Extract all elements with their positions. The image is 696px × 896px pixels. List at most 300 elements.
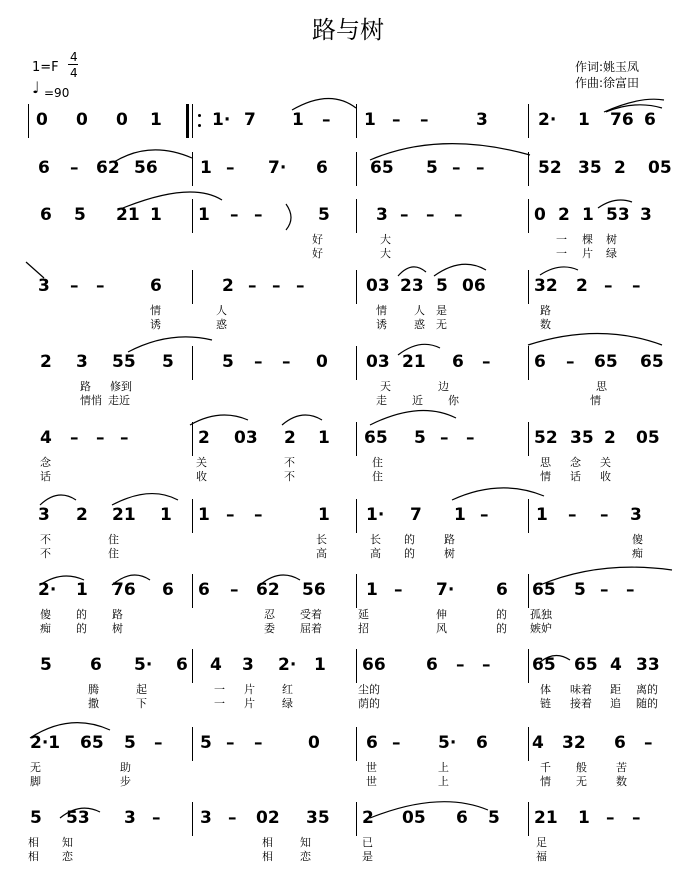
note: 1 xyxy=(318,505,330,525)
note: – xyxy=(392,110,401,130)
note: 03 xyxy=(366,276,390,296)
note: 3 xyxy=(376,205,388,225)
note: – xyxy=(400,205,409,225)
note: – xyxy=(394,580,403,600)
lyric-verse-1: 上 xyxy=(438,761,449,774)
note: 52 xyxy=(534,428,558,448)
note: 3 xyxy=(242,655,254,675)
repeat-dot xyxy=(198,124,201,127)
note: – xyxy=(254,352,263,372)
note: 56 xyxy=(302,580,326,600)
lyric-verse-1: 路 xyxy=(112,608,123,621)
note: – xyxy=(96,428,105,448)
lyric-verse-2: 的 xyxy=(496,622,507,635)
note: 1 xyxy=(364,110,376,130)
note: 6 xyxy=(38,158,50,178)
lyric-verse-1: 知 xyxy=(300,836,311,849)
note: 1· xyxy=(212,110,231,130)
note: 2 xyxy=(40,352,52,372)
note: 2 xyxy=(222,276,234,296)
lyric-verse-1: 人 xyxy=(216,304,227,317)
lyric-verse-1: 延 xyxy=(358,608,369,621)
lyric-verse-2: 收 xyxy=(196,470,207,483)
lyric-verse-2: 高 xyxy=(370,547,381,560)
lyric-verse-2: 接着 xyxy=(570,697,592,710)
lyric-verse-1: 大 xyxy=(380,233,391,246)
note: 52 xyxy=(538,158,562,178)
barline xyxy=(356,270,357,304)
note: – xyxy=(626,580,635,600)
note: 21 xyxy=(534,808,558,828)
note: – xyxy=(226,505,235,525)
lyric-verse-2: 惑 xyxy=(414,318,425,331)
note: 5 xyxy=(488,808,500,828)
lyric-verse-1: 知 xyxy=(62,836,73,849)
note: – xyxy=(120,428,129,448)
lyric-verse-2: 的 xyxy=(76,622,87,635)
note: 2 xyxy=(284,428,296,448)
lyric-verse-2: 恋 xyxy=(300,850,311,863)
note: 62 xyxy=(96,158,120,178)
note: – xyxy=(440,428,449,448)
lyric-verse-2: 痴 xyxy=(632,547,643,560)
note: – xyxy=(226,158,235,178)
lyric-verse-1: 般 xyxy=(576,761,587,774)
note: – xyxy=(480,505,489,525)
lyric-verse-2: 情 xyxy=(540,470,551,483)
lyric-verse-1: 忍 xyxy=(264,608,275,621)
note: 6 xyxy=(426,655,438,675)
lyric-verse-2: 诱 xyxy=(150,318,161,331)
note: 2 xyxy=(576,276,588,296)
note: 0 xyxy=(308,733,320,753)
lyric-verse-1: 体 xyxy=(540,683,551,696)
note: – xyxy=(568,505,577,525)
note: – xyxy=(70,428,79,448)
note: – xyxy=(96,276,105,296)
note: – xyxy=(254,733,263,753)
barline xyxy=(528,346,529,380)
lyric-verse-2: 走 xyxy=(376,394,387,407)
note: 65 xyxy=(80,733,104,753)
lyric-verse-1: 傻 xyxy=(40,608,51,621)
note: 0 xyxy=(316,352,328,372)
lyric-verse-1: 的 xyxy=(404,533,415,546)
note: 2 xyxy=(362,808,374,828)
barline xyxy=(356,104,357,138)
lyric-verse-1: 念 xyxy=(40,456,51,469)
note: 35 xyxy=(306,808,330,828)
time-signature-line xyxy=(68,64,78,65)
lyric-verse-2: 片 xyxy=(582,247,593,260)
note: – xyxy=(230,205,239,225)
lyric-verse-1: 天 xyxy=(380,380,391,393)
lyric-verse-2: 恋 xyxy=(62,850,73,863)
lyric-verse-1: 傻 xyxy=(632,533,643,546)
lyric-verse-1: 苦 xyxy=(616,761,627,774)
note: 5· xyxy=(438,733,457,753)
note: 3 xyxy=(200,808,212,828)
barline xyxy=(192,574,193,608)
note: 1 xyxy=(160,505,172,525)
note: 2 xyxy=(614,158,626,178)
note: – xyxy=(452,158,461,178)
note: 6 xyxy=(40,205,52,225)
note: 35 xyxy=(570,428,594,448)
lyric-verse-2: 数 xyxy=(616,775,627,788)
lyric-verse-2: 走近 xyxy=(108,394,130,407)
note: 76 xyxy=(610,110,634,130)
lyric-verse-2: 是 xyxy=(362,850,373,863)
note: 6 xyxy=(150,276,162,296)
note: 5 xyxy=(200,733,212,753)
note: 05 xyxy=(402,808,426,828)
lyric-verse-2: 无 xyxy=(576,775,587,788)
lyric-verse-2: 住 xyxy=(108,547,119,560)
note: 6 xyxy=(366,733,378,753)
barline xyxy=(356,649,357,683)
lyric-verse-2: 话 xyxy=(570,470,581,483)
note: 1 xyxy=(366,580,378,600)
lyric-verse-1: 长 xyxy=(370,533,381,546)
note: – xyxy=(322,110,331,130)
note: 5 xyxy=(222,352,234,372)
note: 2 xyxy=(604,428,616,448)
note: 3 xyxy=(640,205,652,225)
staff-row xyxy=(0,428,696,504)
note: 32 xyxy=(562,733,586,753)
lyric-verse-2: 住 xyxy=(372,470,383,483)
note: – xyxy=(420,110,429,130)
note: 03 xyxy=(366,352,390,372)
lyric-verse-1: 路 xyxy=(540,304,551,317)
lyric-verse-1: 已 xyxy=(362,836,373,849)
lyric-verse-2: 福 xyxy=(536,850,547,863)
staff-row xyxy=(0,580,696,656)
lyric-verse-2: 屈着 xyxy=(300,622,322,635)
note: 2· xyxy=(278,655,297,675)
note: 6 xyxy=(456,808,468,828)
note: 6 xyxy=(452,352,464,372)
lyric-verse-1: 尘的 xyxy=(358,683,380,696)
note: 65 xyxy=(370,158,394,178)
note: 66 xyxy=(362,655,386,675)
note: 0 xyxy=(36,110,48,130)
note: 3 xyxy=(630,505,642,525)
note: 5 xyxy=(40,655,52,675)
note: 1 xyxy=(314,655,326,675)
note: 3 xyxy=(38,276,50,296)
staff-row xyxy=(0,205,696,281)
note: – xyxy=(248,276,257,296)
barline xyxy=(356,499,357,533)
note: – xyxy=(272,276,281,296)
lyric-verse-1: 一 xyxy=(214,683,225,696)
note: 02 xyxy=(256,808,280,828)
note: – xyxy=(226,733,235,753)
note: 1 xyxy=(198,505,210,525)
note: – xyxy=(600,580,609,600)
note: 1 xyxy=(150,110,162,130)
note: 21 xyxy=(402,352,426,372)
lyric-verse-2: 惑 xyxy=(216,318,227,331)
note: 6 xyxy=(162,580,174,600)
lyric-verse-1: 不 xyxy=(40,533,51,546)
note: 1 xyxy=(578,110,590,130)
lyric-verse-2: 情 xyxy=(590,394,601,407)
lyric-verse-1: 世 xyxy=(366,761,377,774)
lyric-verse-1: 相 xyxy=(262,836,273,849)
lyric-verse-2: 一 xyxy=(556,247,567,260)
note: – xyxy=(70,276,79,296)
note: – xyxy=(456,655,465,675)
note: 5 xyxy=(74,205,86,225)
lyric-verse-1: 人 xyxy=(414,304,425,317)
note: 7· xyxy=(268,158,287,178)
note: – xyxy=(254,505,263,525)
note: 7 xyxy=(410,505,422,525)
note: 56 xyxy=(134,158,158,178)
lyric-verse-1: 片 xyxy=(244,683,255,696)
lyric-verse-1: 无 xyxy=(30,761,41,774)
lyric-verse-1: 离的 xyxy=(636,683,658,696)
note: – xyxy=(566,352,575,372)
staff-row xyxy=(0,505,696,581)
lyric-verse-2: 嫉妒 xyxy=(530,622,552,635)
lyric-verse-1: 住 xyxy=(108,533,119,546)
note: 1 xyxy=(292,110,304,130)
lyric-verse-2: 无 xyxy=(436,318,447,331)
note: 2 xyxy=(558,205,570,225)
note: – xyxy=(604,276,613,296)
lyric-verse-1: 距 xyxy=(610,683,621,696)
note: 7 xyxy=(244,110,256,130)
note: 06 xyxy=(462,276,486,296)
lyric-verse-1: 伸 xyxy=(436,608,447,621)
lyric-verse-1: 红 xyxy=(282,683,293,696)
lyric-verse-2: 脚 xyxy=(30,775,41,788)
lyric-verse-2: 的 xyxy=(404,547,415,560)
lyric-verse-2: 随的 xyxy=(636,697,658,710)
barline xyxy=(192,152,193,186)
lyric-verse-2: 绿 xyxy=(282,697,293,710)
note: 0 xyxy=(534,205,546,225)
lyric-verse-1: 一 xyxy=(556,233,567,246)
lyric-verse-1: 边 xyxy=(438,380,449,393)
note: 5 xyxy=(574,580,586,600)
lyric-verse-1: 的 xyxy=(76,608,87,621)
note: 1 xyxy=(200,158,212,178)
note: 62 xyxy=(256,580,280,600)
note: – xyxy=(230,580,239,600)
note: – xyxy=(254,205,263,225)
note: 65 xyxy=(574,655,598,675)
lyric-verse-2: 相 xyxy=(28,850,39,863)
note: 65 xyxy=(532,655,556,675)
note: 2 xyxy=(198,428,210,448)
note: 1 xyxy=(578,808,590,828)
note: – xyxy=(466,428,475,448)
lyric-verse-2: 下 xyxy=(136,697,147,710)
lyric-verse-1: 助 xyxy=(120,761,131,774)
note: 4 xyxy=(532,733,544,753)
note: 5· xyxy=(134,655,153,675)
song-title: 路与树 xyxy=(312,16,384,44)
note: – xyxy=(228,808,237,828)
note: 05 xyxy=(636,428,660,448)
note: 65 xyxy=(640,352,664,372)
note: 05 xyxy=(648,158,672,178)
tempo-marking: =90 xyxy=(44,86,70,100)
lyric-verse-2: 你 xyxy=(448,394,459,407)
note: – xyxy=(482,352,491,372)
barline xyxy=(528,422,529,456)
lyric-verse-2: 步 xyxy=(120,775,131,788)
note: 53 xyxy=(606,205,630,225)
note: – xyxy=(426,205,435,225)
barline xyxy=(528,270,529,304)
lyric-verse-1: 修到 xyxy=(110,380,132,393)
note: 0 xyxy=(76,110,88,130)
note: 2·1 xyxy=(30,733,61,753)
note: 35 xyxy=(578,158,602,178)
lyric-verse-2: 风 xyxy=(436,622,447,635)
barline xyxy=(356,199,357,233)
lyric-verse-2: 不 xyxy=(284,470,295,483)
lyric-verse-1: 受着 xyxy=(300,608,322,621)
lyric-verse-1: 情 xyxy=(150,304,161,317)
note: 4 xyxy=(210,655,222,675)
note: 3 xyxy=(476,110,488,130)
note: 32 xyxy=(534,276,558,296)
note: 6 xyxy=(614,733,626,753)
lyric-verse-1: 长 xyxy=(316,533,327,546)
note: 33 xyxy=(636,655,660,675)
note: 6 xyxy=(534,352,546,372)
lyric-verse-1: 是 xyxy=(436,304,447,317)
lyric-verse-2: 委 xyxy=(264,622,275,635)
note: 1 xyxy=(150,205,162,225)
lyric-verse-2: 上 xyxy=(438,775,449,788)
lyric-verse-1: 千 xyxy=(540,761,551,774)
note: – xyxy=(482,655,491,675)
lyric-verse-2: 数 xyxy=(540,318,551,331)
slur xyxy=(292,98,356,110)
lyric-verse-2: 诱 xyxy=(376,318,387,331)
note: 2· xyxy=(38,580,57,600)
lyric-verse-1: 的 xyxy=(496,608,507,621)
lyric-verse-1: 路 xyxy=(444,533,455,546)
lyric-verse-2: 近 xyxy=(412,394,423,407)
lyric-verse-1: 好 xyxy=(312,233,323,246)
note: 4 xyxy=(610,655,622,675)
note: 3 xyxy=(76,352,88,372)
lyric-verse-1: 思 xyxy=(596,380,607,393)
barline xyxy=(356,152,357,186)
lyric-verse-2: 招 xyxy=(358,622,369,635)
lyric-verse-1: 腾 xyxy=(88,683,99,696)
lyric-verse-2: 树 xyxy=(112,622,123,635)
repeat-dot xyxy=(198,114,201,117)
barline xyxy=(192,104,193,138)
note: 03 xyxy=(234,428,258,448)
lyric-verse-2: 收 xyxy=(600,470,611,483)
lyric-verse-2: 话 xyxy=(40,470,51,483)
note: 3 xyxy=(124,808,136,828)
note: – xyxy=(644,733,653,753)
lyric-verse-2: 不 xyxy=(40,547,51,560)
note: 21 xyxy=(112,505,136,525)
note: 6 xyxy=(90,655,102,675)
barline xyxy=(528,649,529,683)
barline xyxy=(356,727,357,761)
barline xyxy=(192,727,193,761)
staff-row xyxy=(0,733,696,809)
lyric-verse-2: 撒 xyxy=(88,697,99,710)
note: – xyxy=(600,505,609,525)
note: 65 xyxy=(594,352,618,372)
note: 76 xyxy=(112,580,136,600)
lyric-verse-1: 思 xyxy=(540,456,551,469)
note: 2 xyxy=(76,505,88,525)
note: – xyxy=(152,808,161,828)
composer-credit: 作曲:徐富田 xyxy=(575,76,640,90)
note: 53 xyxy=(66,808,90,828)
note: – xyxy=(296,276,305,296)
lyric-verse-2: 世 xyxy=(366,775,377,788)
lyric-verse-1: 孤独 xyxy=(530,608,552,621)
lyric-verse-2: 绿 xyxy=(606,247,617,260)
lyric-verse-1: 情 xyxy=(376,304,387,317)
lyric-verse-1: 不 xyxy=(284,456,295,469)
lyric-verse-2: 高 xyxy=(316,547,327,560)
lyric-verse-1: 路 xyxy=(80,380,91,393)
lyricist-credit: 作词:姚玉凤 xyxy=(575,60,640,74)
barline xyxy=(192,199,193,233)
lyric-verse-2: 相 xyxy=(262,850,273,863)
note: 5 xyxy=(436,276,448,296)
lyric-verse-1: 味着 xyxy=(570,683,592,696)
barline xyxy=(528,199,529,233)
lyric-verse-2: 好 xyxy=(312,247,323,260)
time-signature-bottom: 4 xyxy=(70,66,78,80)
note: – xyxy=(282,352,291,372)
repeat-start-barline xyxy=(186,104,189,138)
lyric-verse-1: 关 xyxy=(196,456,207,469)
barline xyxy=(528,574,529,608)
barline xyxy=(356,422,357,456)
note: 6 xyxy=(496,580,508,600)
note: – xyxy=(476,158,485,178)
note: 4 xyxy=(40,428,52,448)
barline xyxy=(356,802,357,836)
note: 6 xyxy=(316,158,328,178)
note: 55 xyxy=(112,352,136,372)
note: – xyxy=(632,808,641,828)
key-signature: 1=F xyxy=(32,60,59,75)
barline xyxy=(192,270,193,304)
barline xyxy=(528,727,529,761)
barline xyxy=(528,152,529,186)
note: 2· xyxy=(538,110,557,130)
lyric-verse-2: 荫的 xyxy=(358,697,380,710)
lyric-verse-1: 住 xyxy=(372,456,383,469)
lyric-verse-2: 树 xyxy=(444,547,455,560)
time-signature-top: 4 xyxy=(70,50,78,64)
quarter-note-icon: ♩ xyxy=(32,78,40,97)
note: 5 xyxy=(414,428,426,448)
note: 0 xyxy=(116,110,128,130)
